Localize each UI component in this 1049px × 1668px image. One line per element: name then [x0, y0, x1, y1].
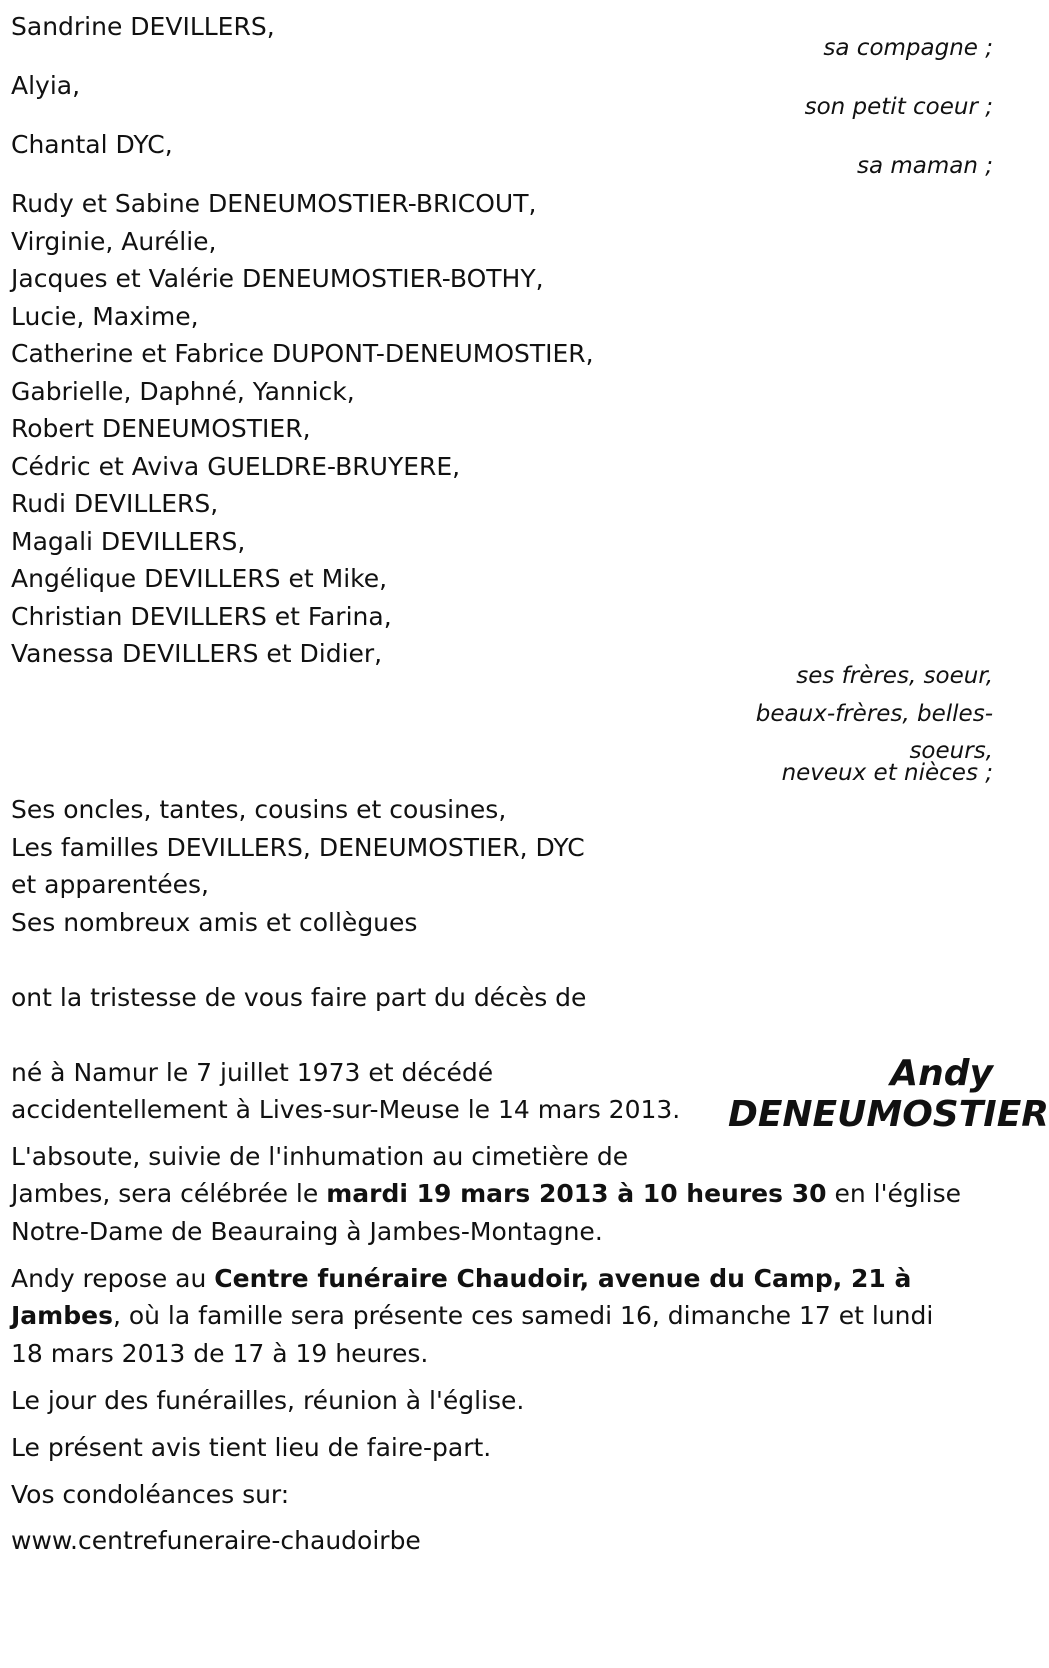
family-line: Rudi DEVILLERS, [11, 489, 219, 518]
ceremony-line [11, 1181, 961, 1206]
birth-line: accidentellement à Lives-sur-Meuse le 14 mars 2013. [11, 1095, 681, 1124]
ceremony-datetime: mardi 19 mars 2013 à 10 heures 30 [326, 1179, 827, 1208]
others-line: Ses oncles, tantes, cousins et cousines, [11, 795, 507, 824]
family-line: Vanessa DEVILLERS et Didier, [11, 639, 383, 668]
relation-label: beaux-frères, belles- [755, 701, 993, 727]
repose-text: , où la famille sera présente ces samedi 16, dimanche 17 et lundi [112, 1301, 934, 1330]
family-line: Gabrielle, Daphné, Yannick, [11, 377, 355, 406]
deceased-last-name: DENEUMOSTIER [727, 1094, 1049, 1136]
ceremony-line: Notre-Dame de Beauraing à Jambes-Montagne. [11, 1217, 603, 1246]
others-line: Les familles DEVILLERS, DENEUMOSTIER, DYC [11, 833, 585, 862]
closing-line: Le présent avis tient lieu de faire-part. [11, 1433, 492, 1462]
repose-location: Centre funéraire Chaudoir, avenue du Camp, 21 à [214, 1264, 912, 1293]
family-line: Lucie, Maxime, [11, 302, 199, 331]
family-line: Sandrine DEVILLERS, [11, 12, 275, 41]
relation-label: neveux et nièces ; [781, 760, 993, 786]
closing-line: Vos condoléances sur: [11, 1480, 290, 1509]
family-line: Chantal DYC, [11, 130, 173, 159]
family-line: Angélique DEVILLERS et Mike, [11, 564, 388, 593]
repose-line [11, 1303, 933, 1328]
deceased-first-name: Andy [890, 1053, 993, 1094]
relation-label: sa maman ; [856, 153, 993, 179]
family-line: Virginie, Aurélie, [11, 227, 217, 256]
repose-line: 18 mars 2013 de 17 à 19 heures. [11, 1339, 429, 1368]
ceremony-line: L'absoute, suivie de l'inhumation au cimetière de [11, 1142, 629, 1171]
family-line: Jacques et Valérie DENEUMOSTIER-BOTHY, [11, 264, 544, 293]
family-line: Robert DENEUMOSTIER, [11, 414, 311, 443]
closing-line: Le jour des funérailles, réunion à l'église. [11, 1386, 525, 1415]
relation-label: sa compagne ; [823, 35, 993, 61]
ceremony-text: Jambes, sera célébrée le [11, 1179, 327, 1208]
repose-line [11, 1266, 911, 1291]
others-line: et apparentées, [11, 870, 209, 899]
family-line: Catherine et Fabrice DUPONT-DENEUMOSTIER, [11, 339, 594, 368]
family-line: Cédric et Aviva GUELDRE-BRUYERE, [11, 452, 461, 481]
others-line: Ses nombreux amis et collègues [11, 908, 418, 937]
announcement-text: ont la tristesse de vous faire part du décès de [11, 983, 587, 1012]
family-line: Rudy et Sabine DENEUMOSTIER-BRICOUT, [11, 189, 537, 218]
birth-line: né à Namur le 7 juillet 1973 et décédé [11, 1058, 494, 1087]
relation-label: son petit coeur ; [804, 94, 993, 120]
deceased-name [728, 1053, 1049, 1136]
family-line: Magali DEVILLERS, [11, 527, 246, 556]
relation-label: ses frères, soeur, [796, 663, 993, 689]
family-line: Alyia, [11, 71, 81, 100]
relation-label: soeurs, [909, 738, 993, 764]
family-line: Christian DEVILLERS et Farina, [11, 602, 392, 631]
repose-location: Jambes [11, 1301, 113, 1330]
condolences-url: www.centrefuneraire-chaudoirbe [11, 1526, 421, 1555]
ceremony-text: en l'église [826, 1179, 962, 1208]
repose-text: Andy repose au [11, 1264, 215, 1293]
